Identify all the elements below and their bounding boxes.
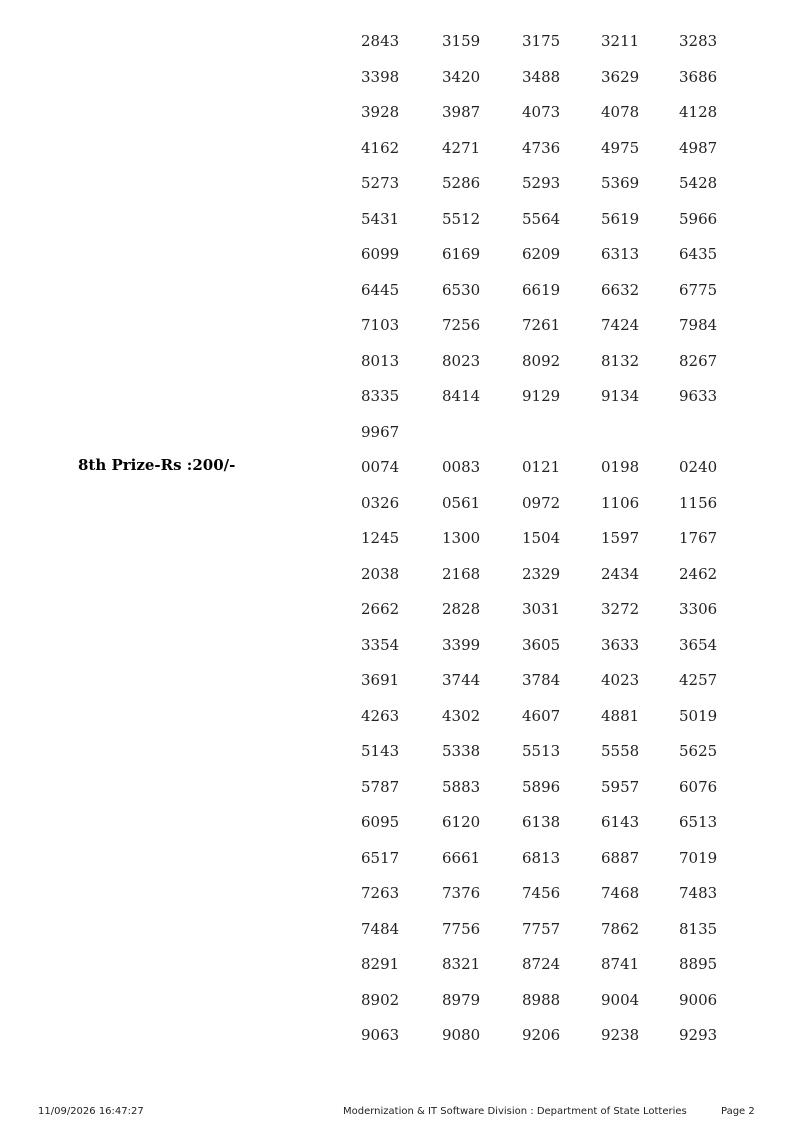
- ticket-number: 0083: [442, 458, 481, 476]
- ticket-number: 7756: [442, 919, 481, 938]
- ticket-number: 4302: [442, 706, 481, 725]
- number-row: [0, 662, 800, 698]
- ticket-number: 5625: [679, 742, 718, 760]
- ticket-number: 9129: [522, 387, 561, 405]
- ticket-number: 5143: [361, 742, 400, 760]
- ticket-number: 3784: [522, 671, 561, 689]
- ticket-number: 3488: [522, 67, 561, 86]
- ticket-number: 1504: [522, 529, 561, 547]
- ticket-number: 0198: [601, 458, 640, 476]
- number-row: [0, 627, 800, 663]
- ticket-number: 3605: [522, 635, 561, 654]
- ticket-number: 8291: [361, 955, 400, 973]
- ticket-number: 9006: [679, 990, 718, 1009]
- ticket-number: 0326: [361, 493, 400, 512]
- ticket-number: 3354: [361, 635, 400, 654]
- number-row: [0, 23, 800, 59]
- ticket-number: 6775: [679, 280, 718, 299]
- ticket-number: 9293: [679, 1026, 718, 1044]
- ticket-number: 6120: [442, 813, 481, 831]
- ticket-number: 4162: [361, 138, 400, 157]
- ticket-number: 6169: [442, 245, 481, 263]
- ticket-number: 5293: [522, 174, 561, 192]
- number-row: [0, 343, 800, 379]
- ticket-number: 9238: [601, 1026, 640, 1044]
- ticket-number: 7984: [679, 316, 718, 334]
- ticket-number: 6632: [601, 280, 640, 299]
- ticket-number: 5428: [679, 174, 718, 192]
- ticket-number: 5619: [601, 209, 640, 228]
- number-row: [0, 733, 800, 769]
- ticket-number: 8988: [522, 990, 561, 1009]
- ticket-number: 4607: [522, 706, 561, 725]
- ticket-number: 3272: [601, 600, 640, 618]
- ticket-number: 2462: [679, 564, 718, 583]
- ticket-number: 7424: [601, 316, 640, 334]
- ticket-number: 3691: [361, 671, 400, 689]
- number-row: [0, 201, 800, 237]
- number-row: [0, 130, 800, 166]
- ticket-number: 4975: [601, 138, 640, 157]
- ticket-number: 5957: [601, 777, 640, 796]
- number-row: [0, 840, 800, 876]
- ticket-number: 1767: [679, 529, 718, 547]
- ticket-number: 1597: [601, 529, 640, 547]
- ticket-number: 9633: [679, 387, 718, 405]
- ticket-number: 7862: [601, 919, 640, 938]
- ticket-number: 0240: [679, 458, 718, 476]
- ticket-number: 5896: [522, 777, 561, 796]
- ticket-number: 8895: [679, 955, 718, 973]
- ticket-number: 1300: [442, 529, 481, 547]
- ticket-number: 8135: [679, 919, 718, 938]
- number-row: [0, 165, 800, 201]
- ticket-number: 3420: [442, 67, 481, 86]
- ticket-number: 5787: [361, 777, 400, 796]
- eighth-prize-label: 8th Prize-Rs :200/-: [78, 456, 236, 474]
- ticket-number: 6530: [442, 280, 481, 299]
- ticket-number: 6661: [442, 848, 481, 867]
- ticket-number: 6517: [361, 848, 400, 867]
- ticket-number: 6313: [601, 245, 640, 263]
- ticket-number: 4078: [601, 103, 640, 121]
- footer-page-number: Page 2: [721, 1106, 755, 1117]
- ticket-number: 5286: [442, 174, 481, 192]
- ticket-number: 8979: [442, 990, 481, 1009]
- number-row: [0, 982, 800, 1018]
- ticket-number: 6445: [361, 280, 400, 299]
- ticket-number: 3654: [679, 635, 718, 654]
- ticket-number: 8741: [601, 955, 640, 973]
- ticket-number: 7261: [522, 316, 561, 334]
- ticket-number: 8414: [442, 387, 481, 405]
- number-row: [0, 94, 800, 130]
- ticket-number: 8724: [522, 955, 561, 973]
- ticket-number: 5966: [679, 209, 718, 228]
- ticket-number: 9206: [522, 1026, 561, 1044]
- ticket-number: 4736: [522, 138, 561, 157]
- ticket-number: 2434: [601, 564, 640, 583]
- ticket-number: 8335: [361, 387, 400, 405]
- number-row: [0, 414, 800, 450]
- ticket-number: 7484: [361, 919, 400, 938]
- ticket-number: 6513: [679, 813, 718, 831]
- ticket-number: 9004: [601, 990, 640, 1009]
- ticket-number: 3211: [601, 32, 640, 50]
- ticket-number: 5883: [442, 777, 481, 796]
- number-row: [0, 272, 800, 308]
- ticket-number: 4128: [679, 103, 718, 121]
- ticket-number: 8023: [442, 351, 481, 370]
- ticket-number: 8902: [361, 990, 400, 1009]
- ticket-number: 8092: [522, 351, 561, 370]
- ticket-number: 3928: [361, 103, 400, 121]
- number-row: [0, 591, 800, 627]
- number-row: [0, 1017, 800, 1053]
- ticket-number: 3398: [361, 67, 400, 86]
- ticket-number: 6209: [522, 245, 561, 263]
- ticket-number: 3399: [442, 635, 481, 654]
- number-row: [0, 449, 800, 485]
- ticket-number: 5513: [522, 742, 561, 760]
- ticket-number: 6813: [522, 848, 561, 867]
- ticket-number: 3283: [679, 32, 718, 50]
- number-row: [0, 378, 800, 414]
- ticket-number: 4073: [522, 103, 561, 121]
- number-row: [0, 520, 800, 556]
- footer-datetime: 11/09/2026 16:47:27: [38, 1106, 144, 1117]
- ticket-number: 4987: [679, 138, 718, 157]
- ticket-number: 7483: [679, 884, 718, 902]
- number-row: [0, 556, 800, 592]
- ticket-number: 8132: [601, 351, 640, 370]
- footer-division: Modernization & IT Software Division : Department of State Lotteries: [343, 1106, 687, 1117]
- ticket-number: 0972: [522, 493, 561, 512]
- ticket-number: 0074: [361, 458, 400, 476]
- ticket-number: 3633: [601, 635, 640, 654]
- ticket-number: 0561: [442, 493, 481, 512]
- ticket-number: 5019: [679, 706, 718, 725]
- number-row: [0, 236, 800, 272]
- ticket-number: 7456: [522, 884, 561, 902]
- number-row: [0, 307, 800, 343]
- ticket-number: 0121: [522, 458, 561, 476]
- ticket-number: 2828: [442, 600, 481, 618]
- ticket-number: 4257: [679, 671, 718, 689]
- ticket-number: 3629: [601, 67, 640, 86]
- ticket-number: 3031: [522, 600, 561, 618]
- ticket-number: 9063: [361, 1026, 400, 1044]
- ticket-number: 5369: [601, 174, 640, 192]
- number-row: [0, 804, 800, 840]
- ticket-number: 9967: [361, 422, 400, 441]
- ticket-number: 4263: [361, 706, 400, 725]
- ticket-number: 1106: [601, 493, 640, 512]
- ticket-number: 7256: [442, 316, 481, 334]
- ticket-number: 4023: [601, 671, 640, 689]
- ticket-number: 6099: [361, 245, 400, 263]
- ticket-number: 3175: [522, 32, 561, 50]
- ticket-number: 5431: [361, 209, 400, 228]
- ticket-number: 8267: [679, 351, 718, 370]
- ticket-number: 1156: [679, 493, 718, 512]
- ticket-number: 7103: [361, 316, 400, 334]
- ticket-number: 6076: [679, 777, 718, 796]
- ticket-number: 7757: [522, 919, 561, 938]
- ticket-number: 3306: [679, 600, 718, 618]
- number-row: [0, 59, 800, 95]
- number-row: [0, 698, 800, 734]
- ticket-number: 7263: [361, 884, 400, 902]
- number-row: [0, 485, 800, 521]
- ticket-number: 6619: [522, 280, 561, 299]
- ticket-number: 1245: [361, 529, 400, 547]
- continued-prize-numbers: [0, 23, 800, 449]
- ticket-number: 9080: [442, 1026, 481, 1044]
- ticket-number: 6887: [601, 848, 640, 867]
- ticket-number: 5558: [601, 742, 640, 760]
- ticket-number: 7468: [601, 884, 640, 902]
- ticket-number: 8321: [442, 955, 481, 973]
- ticket-number: 3159: [442, 32, 481, 50]
- ticket-number: 4881: [601, 706, 640, 725]
- ticket-number: 2329: [522, 564, 561, 583]
- ticket-number: 6138: [522, 813, 561, 831]
- eighth-prize-section: [0, 449, 800, 1053]
- ticket-number: 4271: [442, 138, 481, 157]
- ticket-number: 6095: [361, 813, 400, 831]
- ticket-number: 9134: [601, 387, 640, 405]
- ticket-number: 6143: [601, 813, 640, 831]
- ticket-number: 2662: [361, 600, 400, 618]
- ticket-number: 6435: [679, 245, 718, 263]
- ticket-number: 8013: [361, 351, 400, 370]
- ticket-number: 5273: [361, 174, 400, 192]
- ticket-number: 2038: [361, 564, 400, 583]
- ticket-number: 5564: [522, 209, 561, 228]
- ticket-number: 3987: [442, 103, 481, 121]
- number-row: [0, 769, 800, 805]
- ticket-number: 3744: [442, 671, 481, 689]
- ticket-number: 2168: [442, 564, 481, 583]
- ticket-number: 3686: [679, 67, 718, 86]
- ticket-number: 7019: [679, 848, 718, 867]
- ticket-number: 5338: [442, 742, 481, 760]
- number-row: [0, 875, 800, 911]
- number-row: [0, 911, 800, 947]
- ticket-number: 5512: [442, 209, 481, 228]
- ticket-number: 2843: [361, 32, 400, 50]
- number-row: [0, 946, 800, 982]
- ticket-number: 7376: [442, 884, 481, 902]
